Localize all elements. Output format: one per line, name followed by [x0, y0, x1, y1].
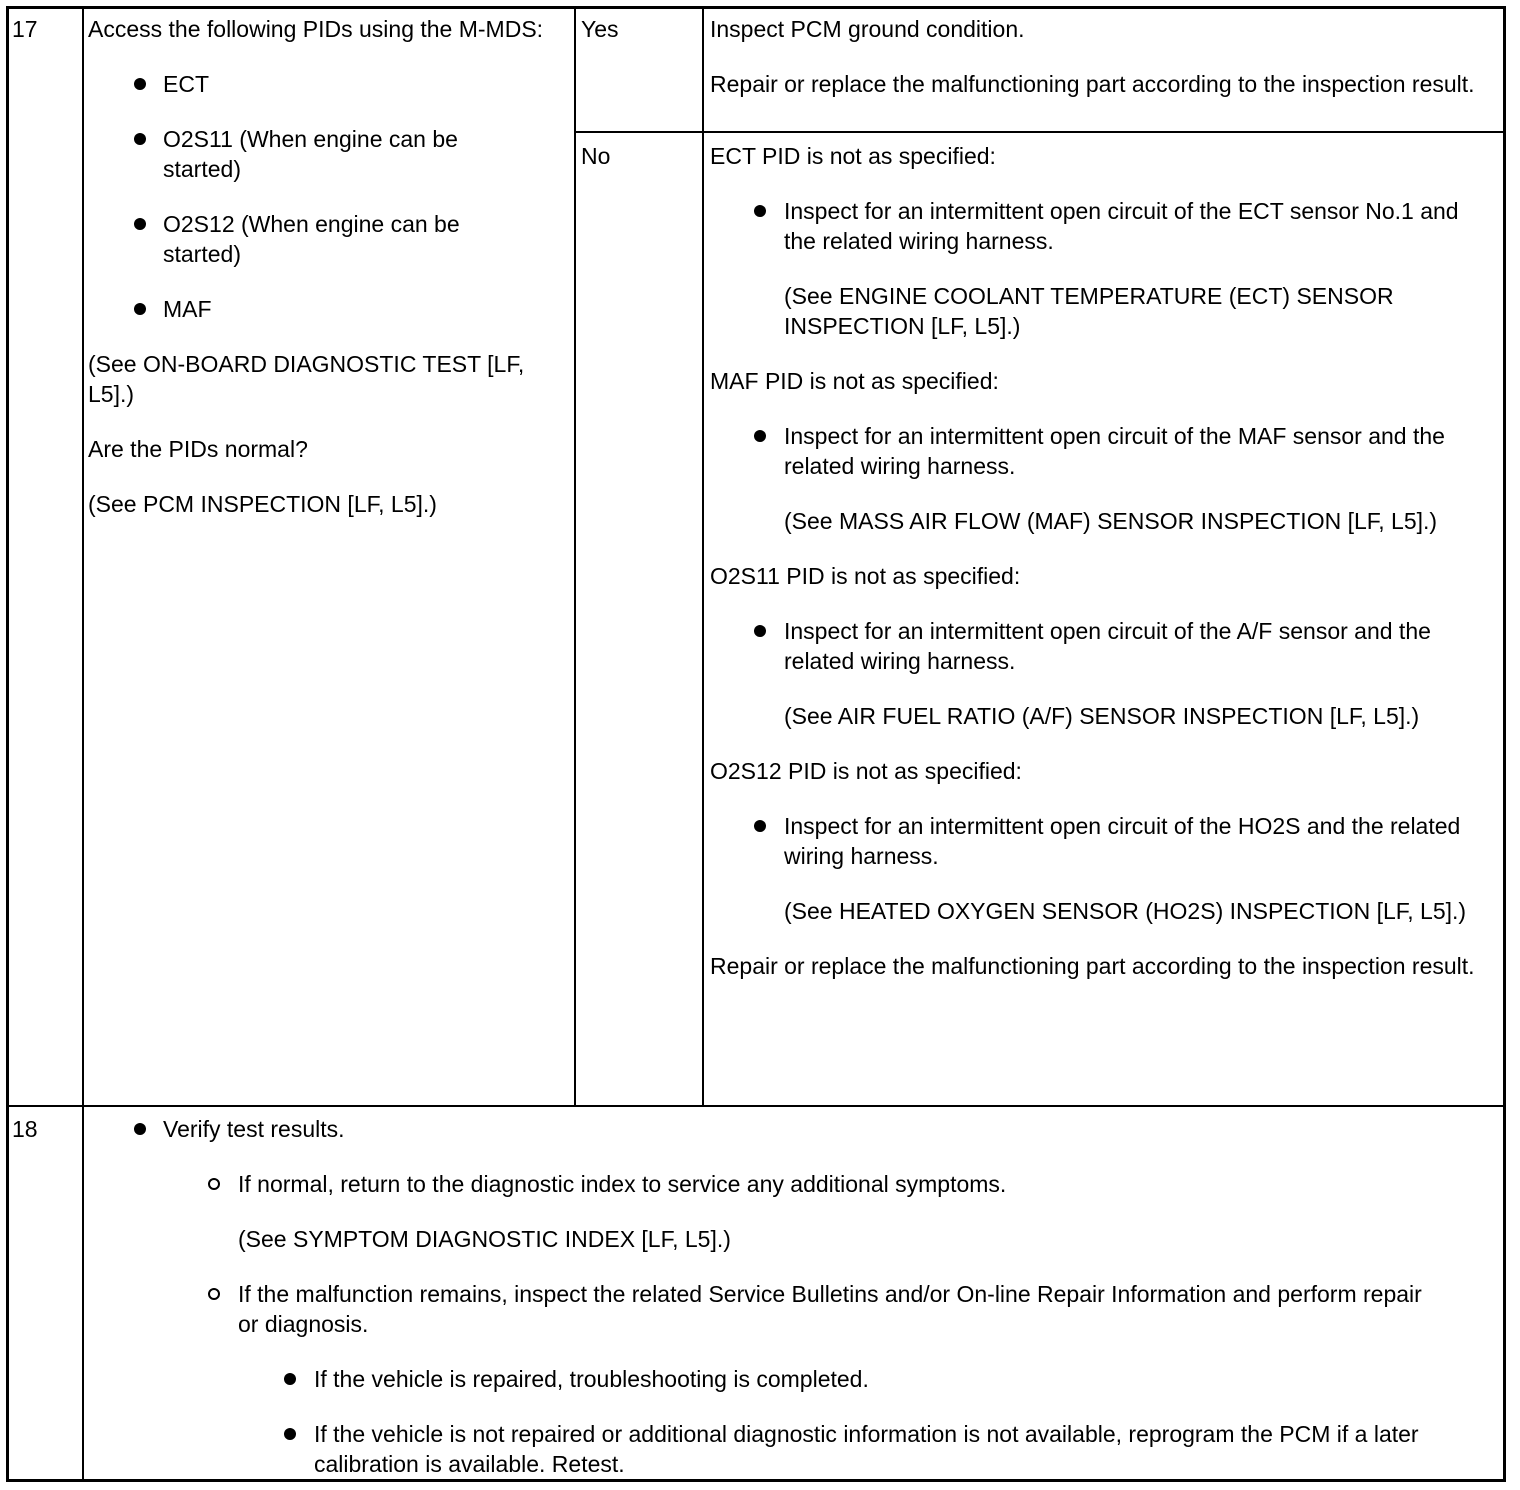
column-divider-action	[574, 8, 576, 1106]
column-divider-step	[82, 8, 84, 1480]
row-divider-yes-no	[574, 131, 1504, 133]
no-label: No	[581, 143, 611, 169]
reference-link: (See MASS AIR FLOW (MAF) SENSOR INSPECTION [LF, L5].)	[784, 508, 1438, 534]
no-group-item: Inspect for an intermittent open circuit of the ECT sensor No.1 and the related wiring harness.	[710, 196, 1485, 256]
repaired-item: If the vehicle is repaired, troubleshooting is completed.	[88, 1364, 1428, 1394]
yes-action: Inspect PCM ground condition.	[710, 16, 1025, 42]
no-group-item: Inspect for an intermittent open circuit of the HO2S and the related wiring harness.	[710, 811, 1485, 871]
reference-link: (See ENGINE COOLANT TEMPERATURE (ECT) SENSOR INSPECTION [LF, L5].)	[784, 283, 1394, 339]
no-group-heading: MAF PID is not as specified:	[710, 368, 999, 394]
reference-link: (See SYMPTOM DIAGNOSTIC INDEX [LF, L5].)	[238, 1226, 731, 1252]
no-group-item: Inspect for an intermittent open circuit of the MAF sensor and the related wiring harness.	[710, 421, 1485, 481]
verify-item: Verify test results.	[88, 1114, 1428, 1144]
no-final-action: Repair or replace the malfunctioning part according to the inspection result.	[710, 953, 1475, 979]
pid-item: O2S12 (When engine can be started)	[88, 209, 570, 269]
pid-item: MAF	[88, 294, 570, 324]
yes-action: Repair or replace the malfunctioning part according to the inspection result.	[710, 71, 1475, 97]
pid-item: ECT	[88, 69, 570, 99]
step-number-18: 18	[12, 1116, 38, 1142]
no-group-heading: O2S12 PID is not as specified:	[710, 758, 1022, 784]
normal-item: If normal, return to the diagnostic index to service any additional symptoms.	[88, 1169, 1428, 1199]
step-17-action	[88, 14, 570, 519]
pid-item: O2S11 (When engine can be started)	[88, 124, 570, 184]
reference-link: (See ON-BOARD DIAGNOSTIC TEST [LF, L5].)	[88, 351, 525, 407]
reference-link: (See PCM INSPECTION [LF, L5].)	[88, 491, 437, 517]
not-repaired-item: If the vehicle is not repaired or additional diagnostic information is not available, reprogram the PCM if a later calibration is available. Retest.	[88, 1419, 1428, 1479]
yes-label: Yes	[581, 16, 619, 42]
step-18-action	[88, 1114, 1428, 1479]
step-number-17: 17	[12, 16, 38, 42]
step-17-intro: Access the following PIDs using the M-MDS:	[88, 16, 544, 42]
remains-item: If the malfunction remains, inspect the related Service Bulletins and/or On-line Repair Information and perform repair or diagnosis.	[88, 1279, 1428, 1339]
no-group-heading: O2S11 PID is not as specified:	[710, 563, 1021, 589]
question: Are the PIDs normal?	[88, 436, 308, 462]
yes-result	[710, 14, 1485, 99]
reference-link: (See AIR FUEL RATIO (A/F) SENSOR INSPECTION [LF, L5].)	[784, 703, 1420, 729]
row-divider-step	[8, 1105, 1504, 1107]
no-group-item: Inspect for an intermittent open circuit of the A/F sensor and the related wiring harness.	[710, 616, 1485, 676]
reference-link: (See HEATED OXYGEN SENSOR (HO2S) INSPECTION [LF, L5].)	[784, 898, 1467, 924]
no-group-heading: ECT PID is not as specified:	[710, 143, 996, 169]
column-divider-result	[702, 8, 704, 1106]
no-result	[710, 141, 1485, 981]
